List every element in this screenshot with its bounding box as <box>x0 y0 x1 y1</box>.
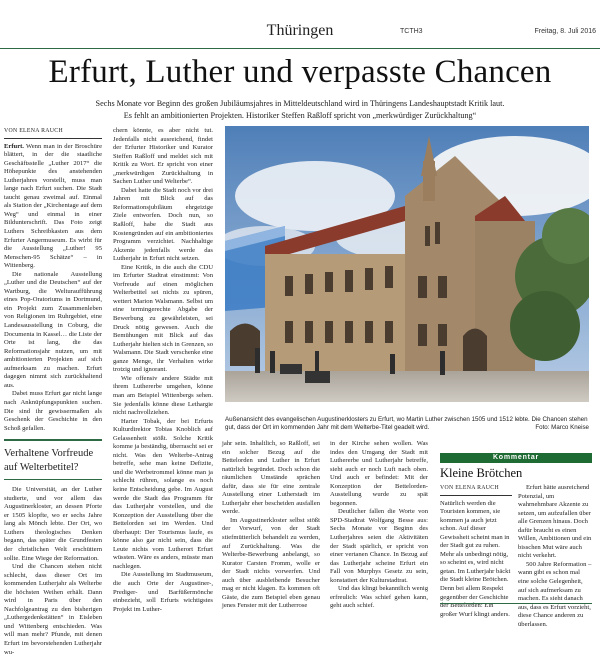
deck-line-2: Es fehlt an ambitionierten Projekten. Historiker Steffen Raßloff spricht von „merkwürdiger Zurückhaltung“ <box>123 111 477 120</box>
augustinerkloster-photo-icon <box>225 126 589 402</box>
kommentar-column-1 <box>440 484 512 619</box>
paragraph: Natürlich werden die Touristen kommen, sie kommen ja auch jetzt schon. Auf dieser Gewissheit scheint man in der Stadt gut zu ruhen. Mehr als unbedingt nötig, so scheint es, wird nicht getan. Im Lutherjahr bäckt die Stadt kleine Brötchen. Denn bei allem Respekt gegenüber der Geschichte der Bettelorden: Ein großer Wurf klingt anders. <box>440 499 511 618</box>
dateline: Erfurt. <box>4 142 24 150</box>
article-headline: Erfurt, Luther und verpasste Chancen <box>48 54 552 90</box>
article-column-1 <box>4 127 102 657</box>
paragraph: jahr sein. Inhaltlich, so Raßloff, sei ein solcher Bezug auf die Bettelorden und Luther in Erfurt natürlich begründet. Doch schon die räumlichen Umstände sprächen dafür, dass sie für eine zentrale Ausstellung einer Lutherstadt im Lutherjahr eher bescheiden ausfallen werde. <box>222 440 320 516</box>
paragraph: Wie offensiv andere Städte mit ihrem Luthererbe umgehen, könne man am Beispiel Wittenbergs sehen. Sie jedenfalls könne diese Lethargie nicht nachvollziehen. <box>113 374 213 417</box>
subhead: Verhaltene Vorfreude auf Welterbetitel? <box>4 448 94 474</box>
issue-date: Freitag, 8. Juli 2016 <box>534 28 596 35</box>
article-column-2 <box>113 127 213 614</box>
article-column-3 <box>222 440 320 611</box>
deck-line-1: Sechs Monate vor Beginn des großen Jubiläumsjahres in Mitteldeutschland wird in Thüringens Landeshauptstadt Kritik laut. <box>95 99 505 108</box>
paragraph: Eine Kritik, in die auch die CDU im Erfurter Stadtrat einstimmt: Von Vorfreude auf einen möglichen Welterbetitel sei nichts zu spüren, wettert Marion Walsmann. Selbst um eine termingerechte Abgabe der Bewerbung zu gewährleisten, sei Druck nötig gewesen. Auch die Bemühungen mit Blick auf das Lutherjahr hielten sich in Grenzen, so Walsmann. Die Stadt verschenke eine ganze Menge, ihr Verhalten wirke trotzig und ignorant. <box>113 263 213 374</box>
byline: VON ELENA RAUCH <box>4 127 102 139</box>
photo-credit: Foto: Marco Kneise <box>535 424 589 431</box>
paragraph: chern könnte, es aber nicht tut. Jedenfalls nicht ausreichend, findet der Erfurter Historiker und Kurator Steffen Raßloff und meldet sich mit Kritik zu Wort. Er spricht von einer „merkwürdigen Zurückhaltung in Sachen Luther und Welterbe“. <box>113 127 213 186</box>
paragraph: Die Universität, an der Luther studierte, und vor allem das Augustinerkloster, an dessen Pforte er 1505 klopfte, wo er sechs Jahre lang als Mönch lebte. Der Ort, wo Luthers theologisches Denken begann, das später die Grundfesten der christlichen Welt erschüttern sollte. Eine Wiege der Reformation. <box>4 486 102 562</box>
article-deck <box>20 98 580 122</box>
paragraph: Im Augustinerkloster selbst stößt der Vorwurf, von der Stadt stiefmütterlich behandelt zu werden, auf Zurückhaltung. Was die Welterbe-Bewerbung anbelangt, so Kurator Carsten Fromm, wolle er der Stadt nichts vorwerfen. Und auch über ausbleibende Besucher mag er nicht klagen. Es kommen oft Gäste, die zum Beispiel eben genau jenes Fenster mit der Lutherrose <box>222 516 320 610</box>
paragraph: Harter Tobak, der bei Erfurts Kulturdirektor Tobias Knoblich auf Gelassenheit stößt. Solche Kritik komme ja beständig, überrascht sei er nicht. Was den Welterbe-Antrag betreffe, sehe man keine Defizite, und die Werbetrommel könne man ja schlecht rühren, solange es noch keine Entscheidung gebe. Im August werde die Stadt das Programm für das Lutherjahr vorstellen, und die Konzeption der Ausstellung über die Bettelorden sei im Werden. Und überhaupt: Der Tourismus laufe, es könne also gar nicht sein, dass die Leute nichts vom Lutherort Erfurt wüssten. Wäre es anders, müsste man nachlegen. <box>113 417 213 570</box>
paragraph: Erfurt. Wenn man in der Broschüre blättert, in der die staatliche Geschäftsstelle „Luther 2017“ die Höhepunkte des anstehenden Lutherjahres vorstellt, muss man lange nach Erfurt suchen. Die Stadt taucht genau zweimal auf. Einmal als Station der „Kirchentage auf dem Weg“ und einmal in einer Bildunterschrift. Das Foto zeigt Luthers Schreibkasten aus dem Erfurter Angermuseum. Es wirbt für die Ausstellung „Luther! 95 Menschen-95 Schätze“ – in Wittenberg. <box>4 142 102 270</box>
photo-caption <box>225 416 589 432</box>
paragraph: Deutlicher fallen die Worte von SPD-Stadtrat Wolfgang Besse aus: Sechs Monate vor Beginn des Lutherjahres seien die Aktivitäten der Stadt spärlich, er spricht von einer vertanen Chance. In Bezug auf das Lutherjahr scheine Erfurt ein Fall von Murphys Gesetz zu sein, konstatiert der Kulturstadtrat. <box>330 508 428 584</box>
section-title: Thüringen <box>266 22 334 39</box>
paragraph: Und die Chancen stehen nicht schlecht, dass dieser Ort im kommenden Lutherjahr als Welterbe die höchsten Weihen erhält. Dann wird in Paris über den Nachfolgeantrag zu den bisherigen „Luthergedenkstätten“ in Eisleben und Wittenberg entschieden. Was will man mehr? Pfunde, mit denen Erfurt im bevorstehenden Lutherjahr wu- <box>4 563 102 656</box>
kommentar-byline: VON ELENA RAUCH <box>440 484 512 496</box>
article-photo <box>225 126 589 402</box>
caption-text: Außenansicht des evangelischen Augustinerklosters zu Erfurt, wo Martin Luther zwischen 1505 und 1512 lebte. Die Chancen stehen gut, dass der Ort im kommenden Jahr mit dem Welterbe-Titel geadelt wird. <box>225 416 588 431</box>
kommentar-bottom-rule <box>440 603 592 604</box>
paragraph: in der Kirche sehen wollen. Was indes den Umgang der Stadt mit Luthererbe und Lutherjahr betreffe, sieht auch er noch Luft nach oben. Und auch er befindet: Mit der Konzeption der Bettelorden-Ausstellung wurde zu spät begonnen. <box>330 440 428 507</box>
kommentar-column-2 <box>518 484 592 629</box>
subhead-box <box>4 439 102 480</box>
page-code: TCTH3 <box>400 28 423 35</box>
kommentar-label: Kommentar <box>440 453 592 463</box>
paragraph: Dabei muss Erfurt gar nicht lange nach Anknüpfungspunkten suchen. Die sind ihr gewissermaßen als Geschenk der Geschichte in den Schoß gefallen. <box>4 390 102 432</box>
paragraph: 500 Jahre Reformation – wann gibt es schon mal eine solche Gelegenheit, auf sich aufmerksam zu machen. Es sieht danach aus, dass es Erfurt vorzieht, diese Chance anderen zu überlassen. <box>518 560 592 628</box>
paragraph: Die Ausstellung im Stadtmuseum, die auch Orte der Augustiner-, Prediger- und Barfüßermönche einbezieht, soll Erfurts wichtigstes Projekt im Luther- <box>113 571 213 613</box>
paragraph: Und das klingt bekanntlich wenig erfreulich: Was schief gehen kann, geht auch schief. <box>330 585 428 610</box>
article-column-4 <box>330 440 428 611</box>
paragraph: Dabei hatte die Stadt noch vor drei Jahren mit Blick auf das Reformationsjubiläum ehrgeizige Ziele entworfen. Doch nun, so Raßloff, habe die Stadt aus Kostengründen auf ein ambitioniertes Programm verzichtet. Nachhaltige Akzente jedenfalls werde das Lutherjahr in Erfurt nicht setzen. <box>113 186 213 263</box>
paragraph: Die nationale Ausstellung „Luther und die Deutschen“ auf der Wartburg, die Welturaufführung eines Pop-Oratoriums in Dortmund, ein Projekt zum Zusammenleben von Religionen im Ruhrgebiet, eine Landesausstellung in Coburg, die Documenta in Kassel… die Liste der Orte ist lang, die das Reformationsjahr nutzen, um mit ambitionierten Projekten auf sich aufmerksam zu machen. Erfurt dagegen nimmt sich zurückhaltend aus. <box>4 270 102 389</box>
kommentar-title: Kleine Brötchen <box>440 466 523 480</box>
paragraph: Erfurt hätte ausreichend Potenzial, um wahrnehmbare Akzente zu setzen, um aufzufallen über alle Grenzen hinaus. Doch dafür braucht es einen Willen, Ambitionen und ein bisschen Mut wäre auch nicht verkehrt. <box>518 484 592 560</box>
page-header <box>0 22 600 49</box>
